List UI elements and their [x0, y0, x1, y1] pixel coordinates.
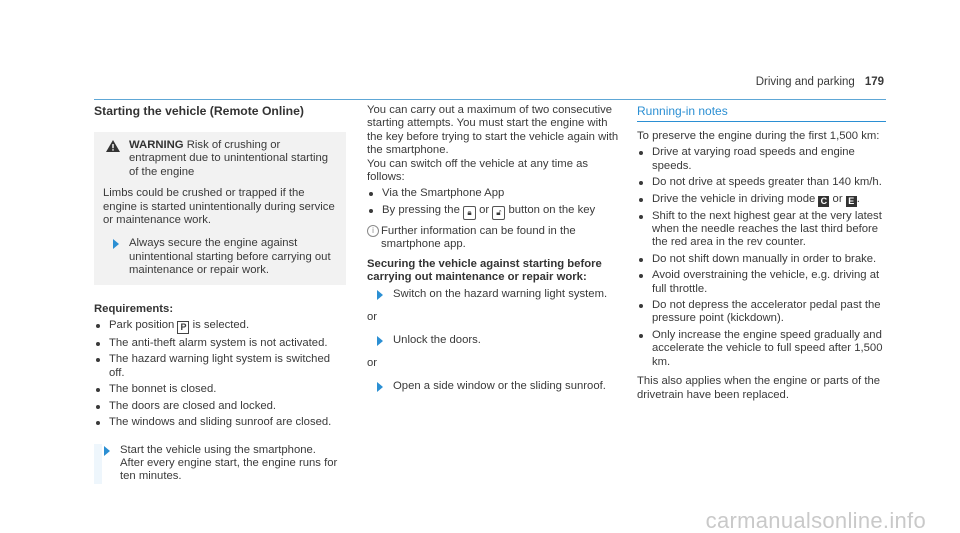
list-item: Do not drive at speeds greater than 140 km/h. [637, 176, 889, 189]
section-title: Starting the vehicle (Remote Online) [94, 104, 304, 118]
bullet-icon [369, 209, 373, 213]
or-text: or [367, 356, 378, 369]
warning-label: WARNING [129, 139, 184, 151]
bullet-icon [96, 324, 100, 328]
park-position-icon: P [177, 321, 189, 334]
running-in-list [637, 146, 889, 369]
list-item: Via the Smartphone App [367, 187, 622, 200]
list-item: The doors are closed and locked. [94, 400, 346, 413]
instruction-step: Switch on the hazard warning light system. [367, 288, 622, 301]
step-subtext: After every engine start, the engine runs for ten minutes. [120, 456, 338, 483]
list-item: Drive at varying road speeds and engine speeds. [637, 146, 889, 173]
info-icon: i [367, 225, 379, 237]
info-note [367, 225, 622, 252]
bullet-icon [639, 258, 643, 262]
paragraph: You can carry out a maximum of two consecutive starting attempts. You must start the engine with the key before trying to start the vehicle again with the smartphone. [367, 104, 619, 157]
bullet-icon [96, 388, 100, 392]
bullet-icon [369, 192, 373, 196]
step-arrow-icon [377, 382, 383, 392]
bullet-icon [639, 151, 643, 155]
bullet-icon [96, 421, 100, 425]
switch-off-list [367, 187, 622, 219]
paragraph: You can switch off the vehicle at any time as follows: [367, 157, 589, 184]
step-arrow-icon [377, 290, 383, 300]
page-header [756, 76, 884, 89]
instruction-step: Open a side window or the sliding sunroof. [367, 380, 622, 393]
bullet-icon [639, 304, 643, 308]
column-middle [367, 104, 622, 394]
list-item: The windows and sliding sunroof are closed. [94, 416, 346, 429]
page-number: 179 [864, 76, 884, 88]
list-item: By pressing the 🔒︎ or 🔓︎ button on the key [367, 204, 622, 220]
list-item: Park position P is selected. [94, 319, 346, 334]
requirements-list [94, 319, 346, 429]
lock-key-icon: 🔒︎ [463, 206, 476, 220]
step-arrow-icon [377, 336, 383, 346]
bullet-icon [639, 198, 643, 202]
step-arrow-icon [104, 446, 110, 456]
title-rule [637, 121, 886, 122]
bullet-icon [639, 274, 643, 278]
unlock-key-icon: 🔓︎ [492, 206, 505, 220]
bullet-icon [96, 342, 100, 346]
instruction-step: Unlock the doors. [367, 334, 622, 347]
list-item: The bonnet is closed. [94, 383, 346, 396]
list-item: Do not depress the accelerator pedal past the pressure point (kickdown). [637, 299, 889, 326]
section-name: Driving and parking [755, 76, 855, 88]
list-item: The hazard warning light system is switched off. [94, 353, 346, 380]
column-right [637, 104, 889, 402]
header-rule [94, 99, 886, 100]
watermark: carmanualsonline.info [705, 507, 926, 533]
list-item: Avoid overstraining the vehicle, e.g. driving at full throttle. [637, 269, 889, 296]
info-text: Further information can be found in the smartphone app. [381, 224, 576, 251]
bullet-icon [96, 358, 100, 362]
paragraph: This also applies when the engine or parts of the drivetrain have been replaced. [637, 375, 881, 401]
warning-box [94, 132, 346, 285]
warning-body: Limbs could be crushed or trapped if the engine is started unintentionally during service or maintenance work. [103, 187, 335, 227]
bullet-icon [639, 181, 643, 185]
warning-step-text: Always secure the engine against unintentional starting before carrying out maintenance or repair work. [129, 237, 331, 277]
requirements-title: Requirements: [94, 302, 174, 315]
bullet-icon [639, 334, 643, 338]
warning-icon [106, 140, 120, 152]
list-item: The anti-theft alarm system is not activated. [94, 337, 346, 350]
warning-step [103, 237, 338, 277]
step-bar [94, 444, 102, 484]
list-item: Drive the vehicle in driving mode C or E . [637, 193, 889, 207]
bullet-icon [96, 405, 100, 409]
list-item: Do not shift down manually in order to brake. [637, 253, 889, 266]
column-left [94, 104, 346, 484]
step-arrow-icon [113, 239, 119, 249]
subsection-title: Securing the vehicle against starting before carrying out maintenance or repair work: [367, 257, 602, 284]
comfort-mode-icon: C [818, 196, 829, 207]
eco-mode-icon: E [846, 196, 857, 207]
bullet-icon [639, 215, 643, 219]
list-item: Shift to the next highest gear at the very latest when the needle reaches the last third before the red area in the rev counter. [637, 210, 889, 250]
warning-text: Risk of crushing or entrapment due to unintentional starting of the engine [129, 139, 329, 178]
step-text: Start the vehicle using the smartphone. [120, 443, 316, 456]
start-step [94, 444, 346, 484]
or-text: or [367, 310, 378, 323]
section-title: Running-in notes [637, 104, 728, 118]
list-item: Only increase the engine speed gradually and accelerate the vehicle to full speed after 1,500 km. [637, 329, 889, 369]
paragraph: To preserve the engine during the first 1,500 km: [637, 130, 880, 142]
